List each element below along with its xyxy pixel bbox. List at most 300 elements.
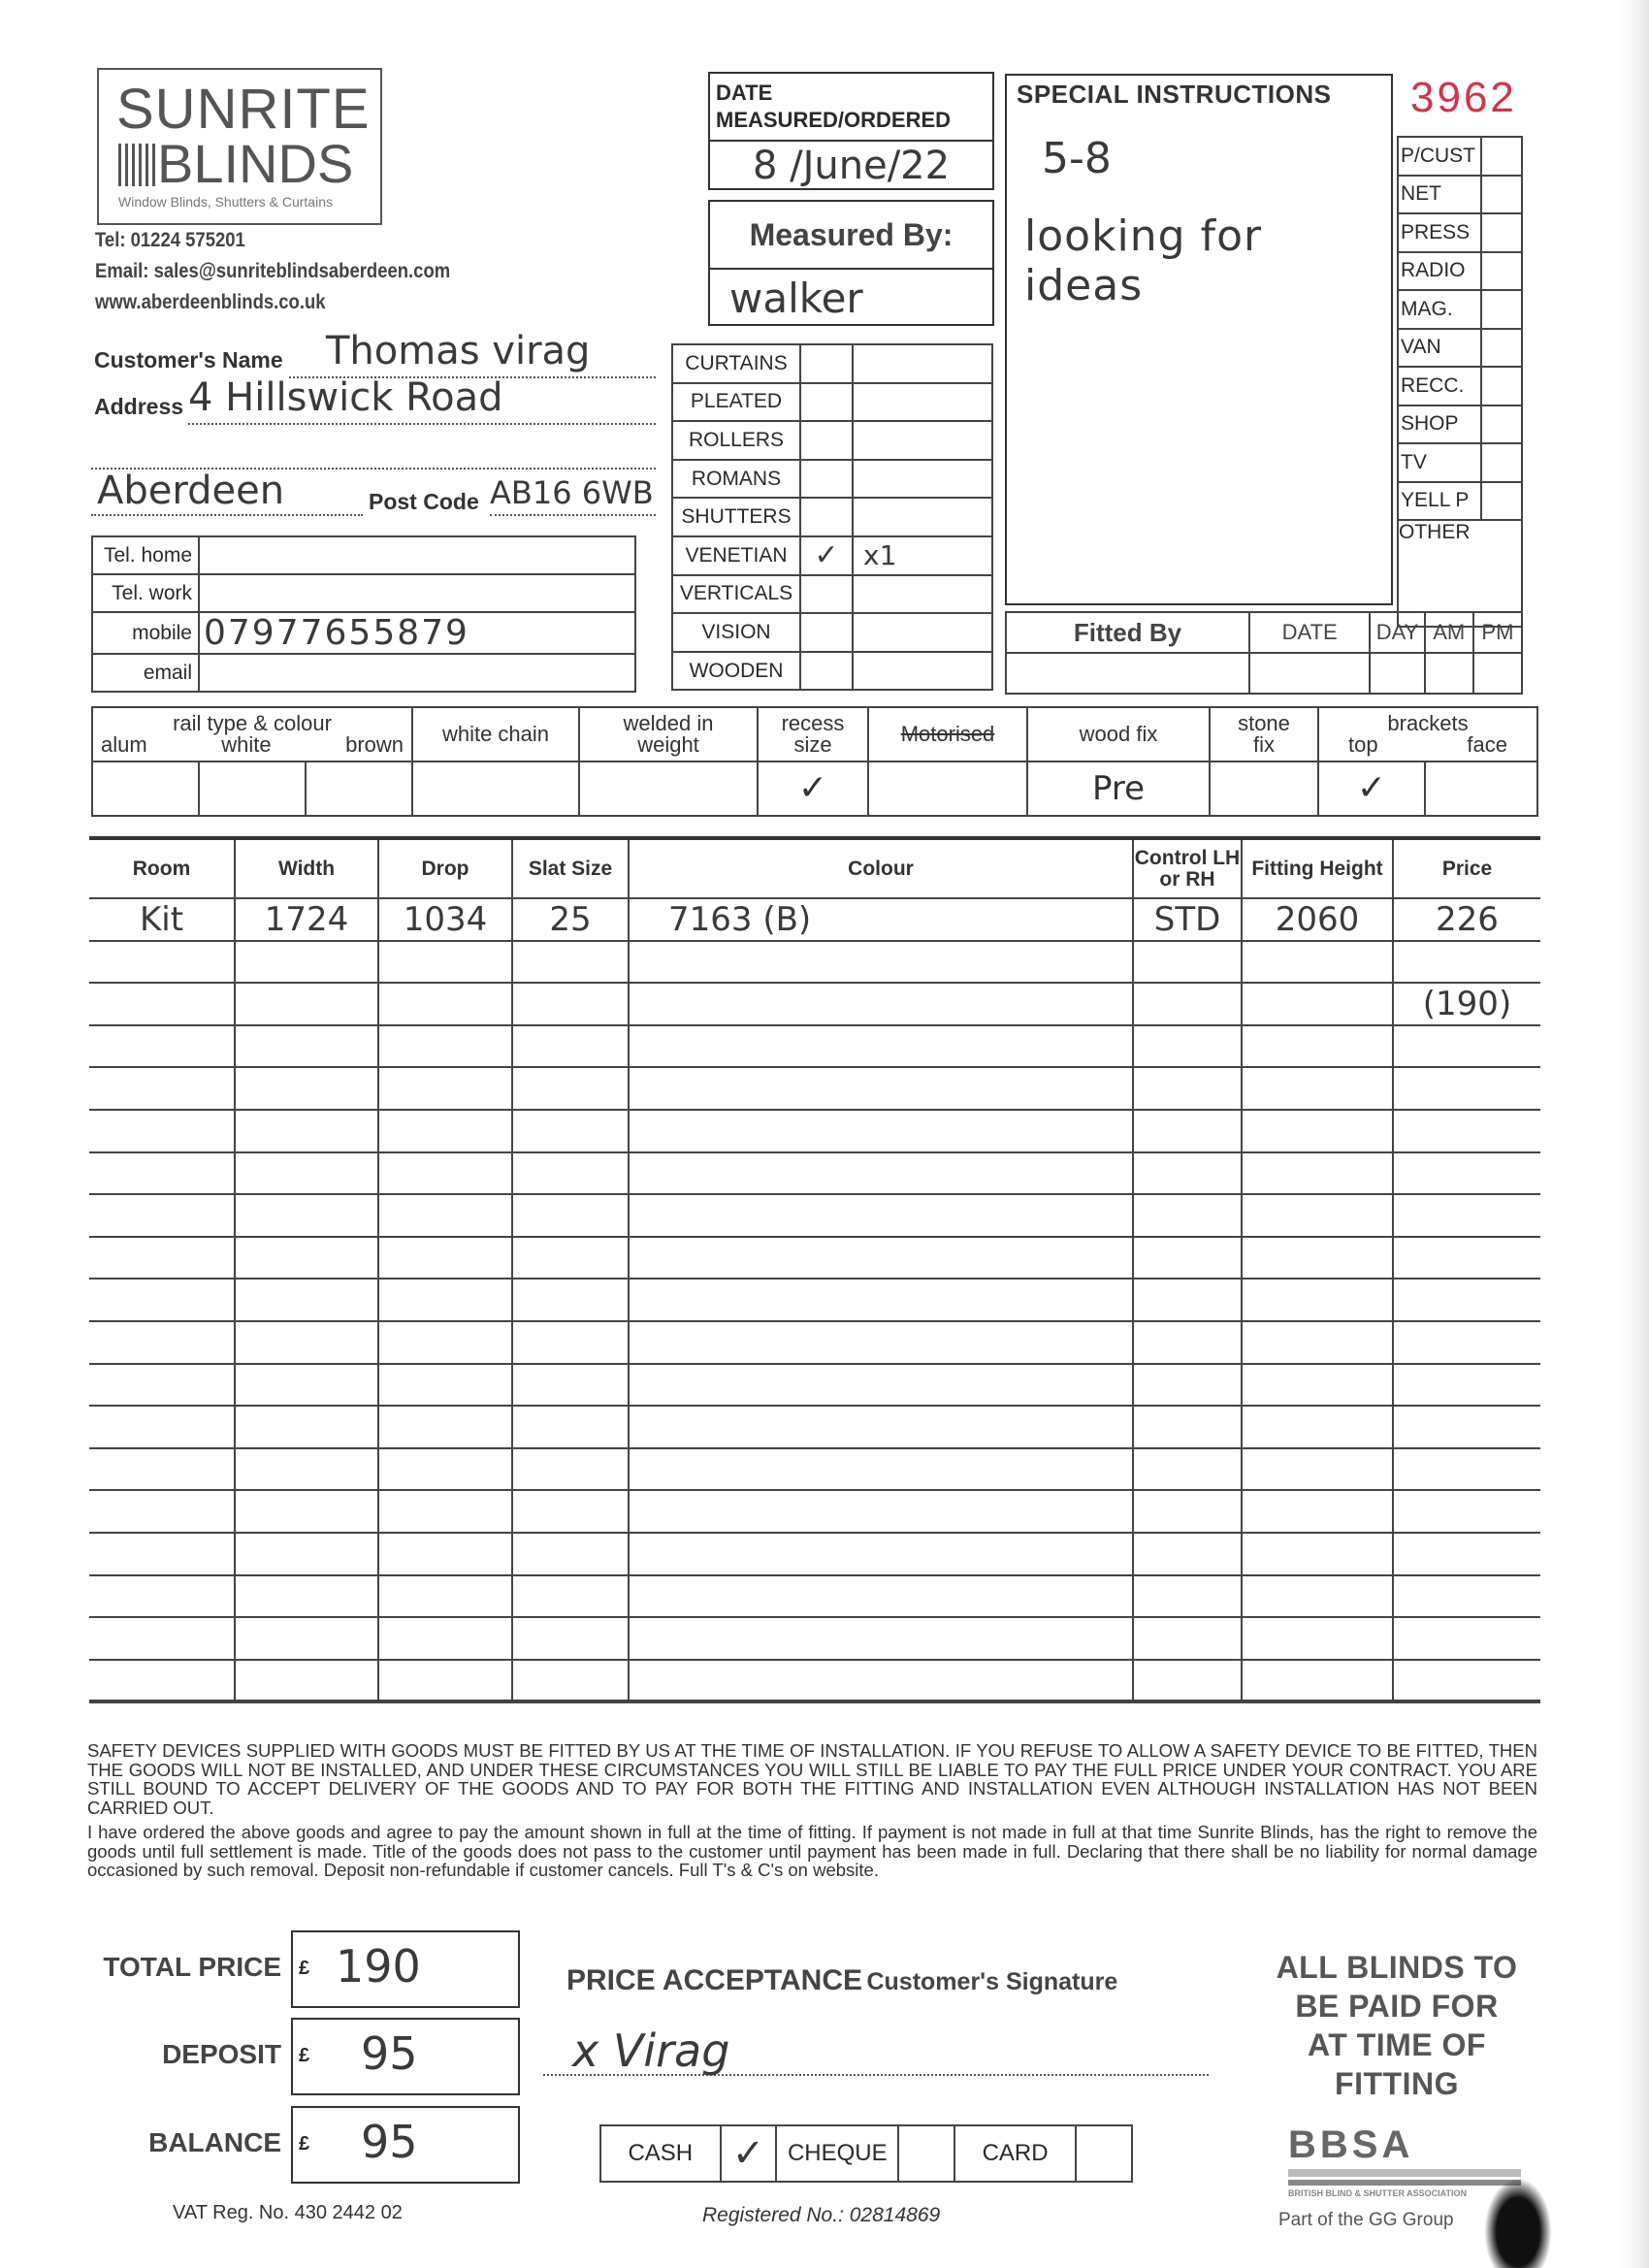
order-cell[interactable]	[512, 941, 629, 984]
part-of-group: Part of the GG Group	[1278, 2210, 1454, 2230]
order-cell[interactable]	[235, 1152, 378, 1195]
order-cell[interactable]	[1242, 1406, 1393, 1448]
order-cell[interactable]	[512, 1660, 629, 1702]
order-cell[interactable]	[1242, 1067, 1393, 1110]
total-price-field[interactable]	[291, 1930, 520, 2008]
order-cell[interactable]	[1242, 1237, 1393, 1280]
order-cell[interactable]	[1242, 1490, 1393, 1533]
order-cell[interactable]	[1393, 1448, 1540, 1491]
order-cell[interactable]	[378, 1406, 512, 1448]
fitted-am-value[interactable]	[1425, 653, 1473, 694]
order-cell[interactable]: (190)	[1393, 983, 1540, 1025]
order-cell[interactable]	[235, 1448, 378, 1491]
order-cell[interactable]	[1393, 1279, 1540, 1321]
order-cell[interactable]	[1242, 1660, 1393, 1702]
order-cell[interactable]	[629, 1533, 1133, 1575]
order-cell[interactable]	[1133, 1660, 1242, 1702]
order-cell[interactable]	[629, 1490, 1133, 1533]
order-cell[interactable]	[1133, 1237, 1242, 1280]
registered-number: Registered No.: 02814869	[702, 2204, 941, 2226]
order-cell[interactable]	[1393, 1067, 1540, 1110]
brackets-top-cell[interactable]: ✓	[1318, 761, 1425, 816]
order-cell[interactable]	[512, 1025, 629, 1068]
town-value: Aberdeen	[97, 469, 285, 513]
order-cell[interactable]	[1133, 1194, 1242, 1237]
lead-source-checkbox[interactable]	[1481, 443, 1522, 482]
order-row	[89, 898, 1540, 941]
order-cell[interactable]	[512, 1321, 629, 1364]
lead-source-checkbox[interactable]	[1481, 329, 1522, 368]
product-tick[interactable]	[800, 575, 853, 614]
order-cell[interactable]	[1242, 983, 1393, 1025]
lead-source-label: VAN	[1398, 329, 1481, 368]
order-cell[interactable]	[378, 983, 512, 1025]
order-cell[interactable]	[629, 1237, 1133, 1280]
order-cell[interactable]	[89, 1448, 235, 1491]
contact-row	[92, 536, 635, 574]
order-cell[interactable]	[1133, 983, 1242, 1025]
brackets-face-cell[interactable]	[1425, 761, 1537, 816]
fitted-pm-value[interactable]	[1473, 653, 1522, 694]
order-cell[interactable]	[512, 1448, 629, 1491]
order-cell[interactable]	[629, 1067, 1133, 1110]
cheque-label: CHEQUE	[776, 2125, 898, 2182]
welded-weight-header	[579, 707, 758, 761]
recess-size-header	[758, 707, 868, 761]
lead-source-label: RECC.	[1398, 367, 1481, 405]
welded-weight-cell[interactable]	[579, 761, 758, 816]
order-cell[interactable]	[1393, 1533, 1540, 1575]
currency-symbol: £	[299, 2133, 310, 2155]
order-cell[interactable]	[1133, 1152, 1242, 1195]
order-cell[interactable]	[1393, 1110, 1540, 1152]
logo-tagline: Window Blinds, Shutters & Curtains	[118, 194, 333, 210]
logo-line2: BLINDS	[157, 133, 354, 194]
recess-size-cell[interactable]: ✓	[758, 761, 868, 816]
order-cell[interactable]	[378, 1152, 512, 1195]
order-cell[interactable]	[1242, 1110, 1393, 1152]
order-cell[interactable]	[1242, 941, 1393, 984]
order-cell[interactable]	[1242, 1575, 1393, 1618]
order-cell[interactable]	[378, 1321, 512, 1364]
product-tick[interactable]	[800, 652, 853, 691]
order-cell[interactable]	[378, 1448, 512, 1491]
vat-number: VAT Reg. No. 430 2442 02	[173, 2202, 403, 2223]
order-cell[interactable]	[1133, 1364, 1242, 1407]
order-cell[interactable]	[1133, 1448, 1242, 1491]
product-quantity[interactable]	[853, 613, 992, 652]
order-cell[interactable]	[629, 1110, 1133, 1152]
order-column-header: Colour	[629, 838, 1133, 898]
order-cell[interactable]	[378, 1237, 512, 1280]
contact-value[interactable]: 07977655879	[199, 612, 635, 654]
date-label-1: DATE	[716, 81, 773, 105]
lead-source-checkbox[interactable]	[1481, 213, 1522, 252]
order-cell[interactable]	[1242, 1279, 1393, 1321]
product-row	[672, 344, 992, 383]
order-cell[interactable]	[512, 1152, 629, 1195]
contact-row	[92, 654, 635, 692]
order-cell[interactable]	[89, 1152, 235, 1195]
order-cell[interactable]	[1133, 1617, 1242, 1660]
fitted-day-value[interactable]	[1370, 653, 1424, 694]
product-quantity[interactable]	[853, 383, 992, 422]
fitted-date-value[interactable]	[1249, 653, 1370, 694]
wood-fix-cell[interactable]: Pre	[1027, 761, 1210, 816]
order-cell[interactable]	[378, 1110, 512, 1152]
lead-source-label: MAG.	[1398, 290, 1481, 329]
order-cell[interactable]	[89, 941, 235, 984]
order-cell[interactable]	[89, 1660, 235, 1702]
order-cell[interactable]: Kit	[89, 898, 235, 941]
order-cell[interactable]	[512, 1617, 629, 1660]
order-cell[interactable]	[235, 1237, 378, 1280]
date-measured-value[interactable]: 8 /June/22	[752, 144, 951, 188]
order-cell[interactable]	[1393, 1406, 1540, 1448]
order-column-header: Slat Size	[512, 838, 629, 898]
address-line1-field[interactable]	[188, 375, 656, 425]
contact-value[interactable]	[199, 654, 635, 692]
product-label: VERTICALS	[672, 575, 800, 614]
order-cell[interactable]	[378, 1364, 512, 1407]
price-acceptance-heading	[566, 1964, 1117, 1997]
fitted-pm-label: PM	[1473, 612, 1522, 653]
order-cell[interactable]	[629, 1279, 1133, 1321]
lead-source-label: NET	[1398, 176, 1481, 214]
product-quantity[interactable]	[853, 460, 992, 499]
product-tick[interactable]	[800, 344, 853, 383]
date-label-2: MEASURED/ORDERED	[716, 108, 952, 132]
product-quantity[interactable]	[853, 498, 992, 536]
signature-field[interactable]	[543, 2025, 1209, 2077]
stone-fix-header	[1210, 707, 1318, 761]
product-quantity[interactable]	[853, 344, 992, 383]
order-cell[interactable]	[89, 1194, 235, 1237]
agreement-terms: I have ordered the above goods and agree to pay the amount shown in full at the time of fitting. If payment is not made in full at that time Sunrite Blinds, has the right to remove the goods until full settlement is made. Title of the goods does not pass to the customer until payment has been made in full. Declaring that there shall be no liability for normal damage occasioned by such removal. Deposit non-refundable if customer cancels. Full T's & C's on website.	[87, 1822, 1537, 1880]
order-cell[interactable]	[629, 1194, 1133, 1237]
product-row	[672, 536, 992, 575]
contact-label: email	[92, 654, 199, 692]
order-cell[interactable]	[89, 1406, 235, 1448]
lead-source-checkbox[interactable]	[1481, 367, 1522, 405]
payment-notice-line: BE PAID FOR	[1295, 1989, 1499, 2024]
order-cell[interactable]	[629, 1448, 1133, 1491]
order-cell[interactable]	[1242, 1364, 1393, 1407]
product-quantity[interactable]: x1	[853, 536, 992, 575]
fitted-by-value[interactable]	[1006, 653, 1249, 694]
contact-label: Tel. work	[92, 574, 199, 612]
order-cell[interactable]	[512, 1279, 629, 1321]
order-cell[interactable]	[235, 1279, 378, 1321]
rail-alum-label: alum	[101, 732, 147, 757]
order-row	[89, 1025, 1540, 1068]
product-quantity[interactable]	[853, 421, 992, 460]
order-cell[interactable]	[629, 1406, 1133, 1448]
order-cell[interactable]	[89, 1110, 235, 1152]
order-cell[interactable]	[512, 1575, 629, 1618]
order-cell[interactable]	[1242, 1533, 1393, 1575]
order-cell[interactable]	[235, 1321, 378, 1364]
payment-notice-line: ALL BLINDS TO	[1276, 1950, 1518, 1985]
order-cell[interactable]	[512, 1237, 629, 1280]
motorised-header: Motorised	[868, 707, 1027, 761]
order-cell[interactable]	[378, 1490, 512, 1533]
address-line2-field[interactable]	[91, 427, 656, 470]
lead-source-row	[1398, 176, 1522, 214]
order-cell[interactable]	[629, 1364, 1133, 1407]
order-cell[interactable]	[1393, 1025, 1540, 1068]
order-cell[interactable]	[629, 1660, 1133, 1702]
product-label: VENETIAN	[672, 536, 800, 575]
order-cell[interactable]	[235, 983, 378, 1025]
order-cell[interactable]	[89, 1575, 235, 1618]
order-cell[interactable]	[629, 1025, 1133, 1068]
lead-source-row	[1398, 252, 1522, 291]
contact-row	[92, 574, 635, 612]
order-cell[interactable]	[235, 1025, 378, 1068]
lead-source-other[interactable]: OTHER	[1398, 520, 1522, 627]
lead-source-checkbox[interactable]	[1481, 482, 1522, 521]
order-cell[interactable]	[235, 941, 378, 984]
lead-source-checkbox[interactable]	[1481, 252, 1522, 291]
order-cell[interactable]: 1724	[235, 898, 378, 941]
product-label: PLEATED	[672, 383, 800, 422]
product-row	[672, 421, 992, 460]
order-row	[89, 1067, 1540, 1110]
lead-source-checkbox[interactable]	[1481, 137, 1522, 176]
order-cell[interactable]: 7163 (B)	[629, 898, 1133, 941]
order-cell[interactable]	[512, 1067, 629, 1110]
order-cell[interactable]	[1133, 1025, 1242, 1068]
order-cell[interactable]	[89, 1364, 235, 1407]
rail-type-label: rail type & colour	[173, 711, 332, 735]
product-type-table	[671, 343, 993, 691]
rail-alum-cell[interactable]	[92, 761, 199, 816]
order-row	[89, 1237, 1540, 1280]
brackets-label: brackets	[1387, 711, 1469, 735]
order-cell[interactable]	[629, 941, 1133, 984]
safety-terms: SAFETY DEVICES SUPPLIED WITH GOODS MUST BE FITTED BY US AT THE TIME OF INSTALLATION. IF YOU REFUSE TO ALLOW A SAFETY DEVICE TO BE FITTED, THEN THE GOODS WILL NOT BE INSTALLED, AND UNDER THESE CIRCUMSTANCES YOU WILL STILL BE LIABLE TO PAY THE FULL PRICE UNDER YOUR CONTRACT. YOU ARE STILL BOUND TO ACCEPT DELIVERY OF THE GOODS AND TO PAY FOR BOTH THE FITTING AND INSTALLATION EVEN ALTHOUGH INSTALLATION HAS NOT BEEN CARRIED OUT.	[87, 1740, 1537, 1818]
bbsa-logo-text: BBSA	[1288, 2123, 1414, 2166]
order-row	[89, 1279, 1540, 1321]
order-cell[interactable]: 2060	[1242, 898, 1393, 941]
order-cell[interactable]	[1393, 1575, 1540, 1618]
order-cell[interactable]	[1133, 1110, 1242, 1152]
rail-type-header	[92, 707, 412, 761]
order-cell[interactable]	[89, 1617, 235, 1660]
order-cell[interactable]	[89, 1321, 235, 1364]
contact-value[interactable]	[199, 574, 635, 612]
order-column-header: Drop	[378, 838, 512, 898]
order-cell[interactable]	[1133, 1575, 1242, 1618]
order-cell[interactable]	[1242, 1448, 1393, 1491]
order-cell[interactable]	[378, 1575, 512, 1618]
recess-line2: size	[793, 732, 832, 757]
ink-smudge	[1484, 2178, 1552, 2268]
order-items-table	[89, 836, 1540, 1703]
balance-label: BALANCE	[148, 2127, 281, 2157]
order-cell[interactable]	[378, 1194, 512, 1237]
address-line1-value: 4 Hillswick Road	[188, 375, 503, 420]
order-cell[interactable]	[1393, 1237, 1540, 1280]
order-cell[interactable]	[89, 1067, 235, 1110]
order-cell[interactable]	[89, 1533, 235, 1575]
card-label: CARD	[954, 2125, 1077, 2182]
order-cell[interactable]	[378, 1533, 512, 1575]
lead-source-label: TV	[1398, 443, 1481, 482]
order-row	[89, 1194, 1540, 1237]
order-row	[89, 1110, 1540, 1152]
lead-source-row	[1398, 329, 1522, 368]
order-cell[interactable]	[512, 1110, 629, 1152]
deposit-field[interactable]	[291, 2018, 520, 2095]
order-cell[interactable]	[629, 1152, 1133, 1195]
product-tick[interactable]	[800, 421, 853, 460]
order-cell[interactable]	[629, 1321, 1133, 1364]
order-column-header: Fitting Height	[1242, 838, 1393, 898]
order-cell[interactable]	[1393, 1660, 1540, 1702]
order-cell[interactable]	[512, 1364, 629, 1407]
product-quantity[interactable]	[853, 575, 992, 614]
blinds-icon	[118, 144, 155, 186]
payment-notice	[1251, 1948, 1542, 2103]
white-chain-cell[interactable]	[412, 761, 579, 816]
card-checkbox[interactable]	[1076, 2125, 1132, 2182]
fitted-date-label: DATE	[1249, 612, 1370, 653]
order-cell[interactable]	[235, 1110, 378, 1152]
stone-fix-cell[interactable]	[1210, 761, 1318, 816]
order-column-header: Control LH or RH	[1133, 838, 1242, 898]
order-cell[interactable]: STD	[1133, 898, 1242, 941]
measured-by-box	[708, 200, 994, 326]
order-cell[interactable]	[1393, 1364, 1540, 1407]
order-cell[interactable]	[235, 1194, 378, 1237]
order-cell[interactable]	[1393, 1617, 1540, 1660]
town-field[interactable]	[91, 470, 363, 516]
order-cell[interactable]	[1133, 941, 1242, 984]
product-tick[interactable]	[800, 498, 853, 536]
order-cell[interactable]	[512, 983, 629, 1025]
order-cell[interactable]	[512, 1194, 629, 1237]
order-cell[interactable]	[1393, 1490, 1540, 1533]
order-cell[interactable]: 1034	[378, 898, 512, 941]
order-row	[89, 1406, 1540, 1448]
order-cell[interactable]	[629, 983, 1133, 1025]
order-cell[interactable]	[89, 1025, 235, 1068]
contact-value[interactable]	[199, 536, 635, 574]
customer-name-field[interactable]	[289, 329, 656, 378]
currency-symbol: £	[299, 2045, 310, 2066]
order-cell[interactable]	[378, 1279, 512, 1321]
special-instructions-box[interactable]	[1005, 74, 1393, 605]
order-cell[interactable]	[89, 1237, 235, 1280]
white-chain-header: white chain	[412, 707, 579, 761]
postcode-field[interactable]	[490, 471, 656, 516]
order-cell[interactable]	[235, 1490, 378, 1533]
contact-row	[92, 612, 635, 654]
order-cell[interactable]	[1133, 1406, 1242, 1448]
order-cell[interactable]	[235, 1406, 378, 1448]
order-cell[interactable]	[512, 1533, 629, 1575]
order-cell[interactable]	[1393, 1152, 1540, 1195]
order-cell[interactable]	[1393, 1194, 1540, 1237]
order-cell[interactable]	[1242, 1321, 1393, 1364]
order-cell[interactable]	[89, 1490, 235, 1533]
balance-field[interactable]	[291, 2106, 520, 2184]
order-cell[interactable]	[235, 1617, 378, 1660]
order-cell[interactable]	[378, 941, 512, 984]
order-cell[interactable]	[1242, 1152, 1393, 1195]
product-quantity[interactable]	[853, 652, 992, 691]
order-cell[interactable]	[1242, 1025, 1393, 1068]
order-cell[interactable]	[378, 1067, 512, 1110]
product-tick[interactable]: ✓	[800, 536, 853, 575]
product-row	[672, 460, 992, 499]
product-tick[interactable]	[800, 613, 853, 652]
measured-by-value[interactable]: walker	[729, 275, 863, 322]
order-cell[interactable]	[378, 1025, 512, 1068]
lead-source-checkbox[interactable]	[1481, 405, 1522, 444]
payment-method-table	[599, 2124, 1133, 2183]
company-tel: Tel: 01224 575201	[95, 229, 245, 251]
order-cell[interactable]: 226	[1393, 898, 1540, 941]
order-cell[interactable]	[235, 1533, 378, 1575]
contact-label: Tel. home	[92, 536, 199, 574]
order-cell[interactable]	[378, 1617, 512, 1660]
order-cell[interactable]	[235, 1660, 378, 1702]
order-cell[interactable]	[378, 1660, 512, 1702]
order-cell[interactable]	[235, 1575, 378, 1618]
recess-line1: recess	[781, 711, 845, 735]
order-cell[interactable]	[512, 1406, 629, 1448]
order-cell[interactable]	[235, 1364, 378, 1407]
order-cell[interactable]	[1242, 1617, 1393, 1660]
cash-label: CASH	[600, 2125, 721, 2182]
fitted-day-label: DAY	[1370, 612, 1424, 653]
order-cell[interactable]	[1133, 1533, 1242, 1575]
order-cell[interactable]	[89, 1279, 235, 1321]
customer-signature-label: Customer's Signature	[866, 1968, 1118, 1995]
order-cell[interactable]	[1242, 1194, 1393, 1237]
order-cell[interactable]: 25	[512, 898, 629, 941]
product-label: WOODEN	[672, 652, 800, 691]
lead-source-checkbox[interactable]	[1481, 290, 1522, 329]
order-column-header: Price	[1393, 838, 1540, 898]
product-label: ROMANS	[672, 460, 800, 499]
motorised-cell[interactable]	[868, 761, 1027, 816]
rail-white-cell[interactable]	[199, 761, 306, 816]
order-cell[interactable]	[1393, 941, 1540, 984]
order-cell[interactable]	[512, 1490, 629, 1533]
order-cell[interactable]	[1133, 1321, 1242, 1364]
welded-line2: weight	[637, 732, 699, 757]
lead-source-checkbox[interactable]	[1481, 176, 1522, 214]
order-cell[interactable]	[89, 983, 235, 1025]
product-tick[interactable]	[800, 460, 853, 499]
special-instructions-label: SPECIAL INSTRUCTIONS	[1017, 80, 1332, 109]
order-cell[interactable]	[235, 1067, 378, 1110]
order-cell[interactable]	[629, 1575, 1133, 1618]
product-tick[interactable]	[800, 383, 853, 422]
order-cell[interactable]	[1133, 1490, 1242, 1533]
rail-brown-cell[interactable]	[306, 761, 412, 816]
cheque-checkbox[interactable]	[898, 2125, 954, 2182]
order-cell[interactable]	[629, 1617, 1133, 1660]
order-cell[interactable]	[1133, 1067, 1242, 1110]
cash-checkbox[interactable]: ✓	[721, 2125, 777, 2182]
order-cell[interactable]	[1393, 1321, 1540, 1364]
order-cell[interactable]	[1133, 1279, 1242, 1321]
